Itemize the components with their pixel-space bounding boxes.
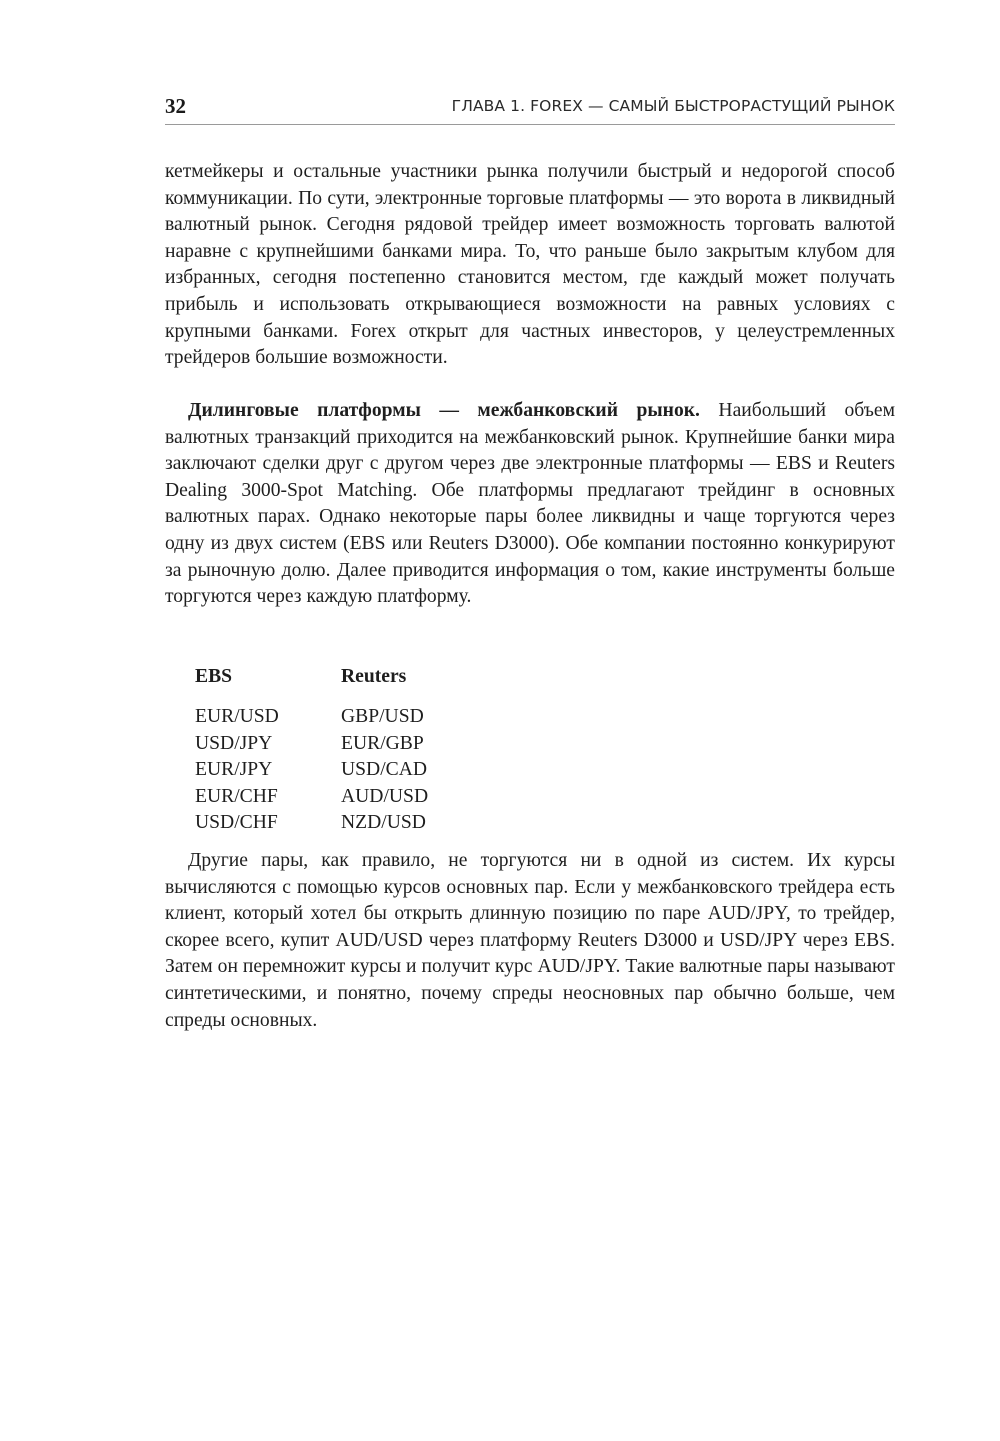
paragraph-3-text: Другие пары, как правило, не торгуются ни в одной из систем. Их курсы вычисляются с помощью курсов основных пар. Если у межбанковского трейдера есть клиент, который хотел бы открыть длинную позицию по паре AUD/JPY, то трейдер, скорее всего, купит AUD/USD через платформу Reuters D3000 и USD/JPY через EBS. Затем он перемножит курсы и получит курс AUD/JPY. Такие валютные пары называют синтетическими, и понятно, почему спреды неосновных пар обычно больше, чем спреды основных. — [165, 850, 895, 1031]
paragraph-2-lead: Дилинговые платформы — межбанковский рынок. — [188, 400, 700, 421]
table-row — [195, 731, 481, 757]
table-row — [195, 757, 481, 783]
currency-pairs-table — [195, 664, 481, 836]
paragraph-1-text: кетмейкеры и остальные участники рынка получили быстрый и недорогой способ коммуникации. По сути, электронные торговые платформы — это ворота в ликвидный валютный рынок. Сегодня рядовой трейдер имеет возможность торговать валютой наравне с крупнейшими банками мира. То, что раньше было закрытым клубом для избранных, сегодня постепенно становится местом, где каждый может получать прибыль и использовать открывающиеся возможности на равных условиях с крупными банками. Forex открыт для частных инвесторов, у целеустремленных трейдеров большие возможности. — [165, 161, 895, 369]
reuters-pair: EUR/GBP — [341, 732, 424, 754]
paragraph-2-text — [165, 398, 895, 611]
ebs-pair: EUR/USD — [195, 706, 279, 728]
ebs-pair: EUR/CHF — [195, 785, 278, 807]
table-row — [195, 784, 481, 810]
paragraph-2-body: Наибольший объем валютных транзакций приходится на межбанковский рынок. Крупнейшие банки мира заключают сделки друг с другом через две электронные платформы — EBS и Reuters Dealing 3000-Spot Matching. Обе платформы предлагают трейдинг в основных валютных парах. Однако некоторые пары более ликвидны и чаще торгуются через одну из двух систем (EBS или Reuters D3000). Обе компании постоянно конкурируют за рыночную долю. Далее приводится информация о том, какие инструменты больше торгуются через каждую платформу. — [165, 400, 895, 608]
reuters-pair: USD/CAD — [341, 759, 428, 781]
ebs-pair: EUR/JPY — [195, 759, 273, 781]
header-ebs: EBS — [195, 666, 233, 687]
page-number: 32 — [165, 94, 186, 118]
page-header — [165, 92, 895, 125]
ebs-pair: USD/JPY — [195, 732, 273, 754]
ebs-pair: USD/CHF — [195, 812, 278, 834]
paragraph-3 — [165, 848, 895, 1034]
running-head: ГЛАВА 1. FOREX — САМЫЙ БЫСТРОРАСТУЩИЙ РЫНОК — [451, 97, 895, 115]
table-row — [195, 704, 481, 730]
table-row — [195, 810, 481, 836]
header-reuters: Reuters — [341, 666, 407, 687]
reuters-pair: NZD/USD — [341, 812, 426, 834]
reuters-pair: AUD/USD — [341, 785, 429, 807]
table-header-row — [195, 664, 481, 690]
paragraph-1 — [165, 159, 895, 372]
paragraph-2 — [165, 398, 895, 611]
reuters-pair: GBP/USD — [341, 706, 424, 728]
